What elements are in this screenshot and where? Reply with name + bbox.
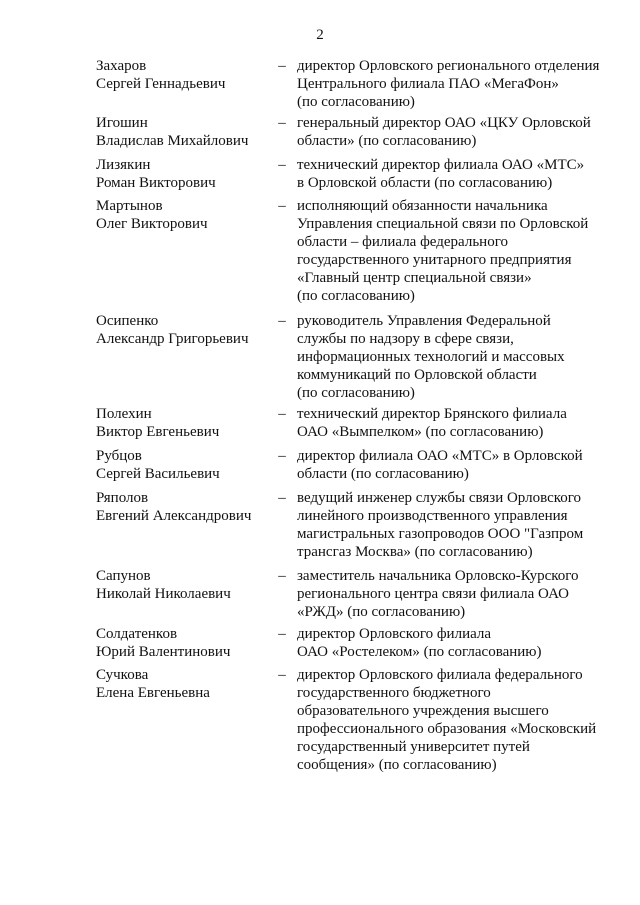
member-role-line: профессионального образования «Московский (297, 721, 597, 737)
page-number: 2 (316, 27, 324, 43)
member-role-line: ведущий инженер службы связи Орловского (297, 490, 582, 506)
member-name (96, 625, 276, 661)
member-dash: – (278, 448, 286, 464)
member-role (297, 447, 615, 483)
member-role-line: информационных технологий и массовых (297, 349, 565, 365)
member-dash: – (278, 568, 286, 584)
member-entry (0, 197, 640, 312)
member-surname: Солдатенков (96, 626, 178, 642)
member-surname: Сучкова (96, 667, 149, 683)
member-entry (0, 312, 640, 405)
member-role-line: государственный университет путей (297, 739, 530, 755)
member-role (297, 156, 615, 192)
member-role-line: технический директор филиала ОАО «МТС» (297, 157, 585, 173)
member-dash: – (278, 58, 286, 74)
member-surname: Рубцов (96, 448, 142, 464)
member-dash: – (278, 626, 286, 642)
member-role-line: руководитель Управления Федеральной (297, 313, 551, 329)
member-role-line: «Главный центр специальной связи» (297, 270, 532, 286)
member-surname: Полехин (96, 406, 152, 422)
member-dash: – (278, 406, 286, 422)
member-entry (0, 625, 640, 666)
member-role (297, 312, 615, 402)
member-surname: Сапунов (96, 568, 151, 584)
member-role (297, 197, 615, 305)
member-surname: Игошин (96, 115, 148, 131)
member-role-line: Управления специальной связи по Орловской (297, 216, 589, 232)
member-role (297, 666, 615, 774)
member-role-line: ОАО «Ростелеком» (по согласованию) (297, 644, 542, 660)
member-role (297, 57, 615, 111)
member-entry (0, 666, 640, 781)
member-surname: Ряполов (96, 490, 149, 506)
member-role (297, 405, 615, 441)
member-role-line: образовательного учреждения высшего (297, 703, 549, 719)
member-entry (0, 114, 640, 156)
member-role-line: директор Орловского филиала (297, 626, 492, 642)
member-given-name: Николай Николаевич (96, 586, 231, 602)
member-dash: – (278, 157, 286, 173)
member-name (96, 114, 276, 150)
member-name (96, 567, 276, 603)
member-given-name: Александр Григорьевич (96, 331, 249, 347)
member-role-line: области – филиала федерального (297, 234, 508, 250)
member-entry (0, 567, 640, 625)
member-role-line: (по согласованию) (297, 94, 415, 110)
member-surname: Захаров (96, 58, 147, 74)
member-role (297, 625, 615, 661)
member-role-line: (по согласованию) (297, 288, 415, 304)
member-role-line: технический директор Брянского филиала (297, 406, 567, 422)
member-name (96, 197, 276, 233)
member-given-name: Сергей Васильевич (96, 466, 220, 482)
member-role-line: регионального центра связи филиала ОАО (297, 586, 569, 602)
member-entry (0, 447, 640, 489)
member-entry (0, 405, 640, 447)
member-role-line: службы по надзору в сфере связи, (297, 331, 514, 347)
member-list (0, 57, 640, 781)
member-name (96, 312, 276, 348)
member-surname: Лизякин (96, 157, 151, 173)
member-role-line: «РЖД» (по согласованию) (297, 604, 466, 620)
member-role-line: линейного производственного управления (297, 508, 568, 524)
member-entry (0, 489, 640, 567)
member-name (96, 666, 276, 702)
member-role-line: в Орловской области (по согласованию) (297, 175, 553, 191)
member-role-line: Центрального филиала ПАО «МегаФон» (297, 76, 559, 92)
member-role-line: области» (по согласованию) (297, 133, 477, 149)
member-role (297, 114, 615, 150)
member-role-line: директор Орловского филиала федерального (297, 667, 583, 683)
member-dash: – (278, 313, 286, 329)
member-given-name: Сергей Геннадьевич (96, 76, 226, 92)
member-role-line: сообщения» (по согласованию) (297, 757, 497, 773)
member-surname: Осипенко (96, 313, 159, 329)
member-name (96, 405, 276, 441)
member-role-line: ОАО «Вымпелком» (по согласованию) (297, 424, 544, 440)
member-role-line: области (по согласованию) (297, 466, 469, 482)
member-given-name: Олег Викторович (96, 216, 208, 232)
member-name (96, 156, 276, 192)
member-surname: Мартынов (96, 198, 163, 214)
member-dash: – (278, 198, 286, 214)
member-name (96, 57, 276, 93)
member-role (297, 489, 615, 561)
member-role-line: директор Орловского регионального отделения (297, 58, 600, 74)
member-role-line: государственного бюджетного (297, 685, 491, 701)
member-role-line: (по согласованию) (297, 385, 415, 401)
member-entry (0, 156, 640, 197)
member-given-name: Роман Викторович (96, 175, 216, 191)
member-dash: – (278, 490, 286, 506)
member-given-name: Елена Евгеньевна (96, 685, 210, 701)
member-given-name: Евгений Александрович (96, 508, 252, 524)
member-role-line: исполняющий обязанности начальника (297, 198, 548, 214)
member-given-name: Юрий Валентинович (96, 644, 231, 660)
member-role-line: генеральный директор ОАО «ЦКУ Орловской (297, 115, 591, 131)
member-role-line: директор филиала ОАО «МТС» в Орловской (297, 448, 583, 464)
member-dash: – (278, 667, 286, 683)
member-role-line: трансгаз Москва» (по согласованию) (297, 544, 533, 560)
member-given-name: Виктор Евгеньевич (96, 424, 220, 440)
member-entry (0, 57, 640, 114)
member-given-name: Владислав Михайлович (96, 133, 249, 149)
member-role-line: коммуникаций по Орловской области (297, 367, 537, 383)
member-dash: – (278, 115, 286, 131)
member-name (96, 447, 276, 483)
member-role (297, 567, 615, 621)
member-role-line: государственного унитарного предприятия (297, 252, 572, 268)
member-name (96, 489, 276, 525)
member-role-line: магистральных газопроводов ООО "Газпром (297, 526, 584, 542)
member-role-line: заместитель начальника Орловско-Курского (297, 568, 579, 584)
